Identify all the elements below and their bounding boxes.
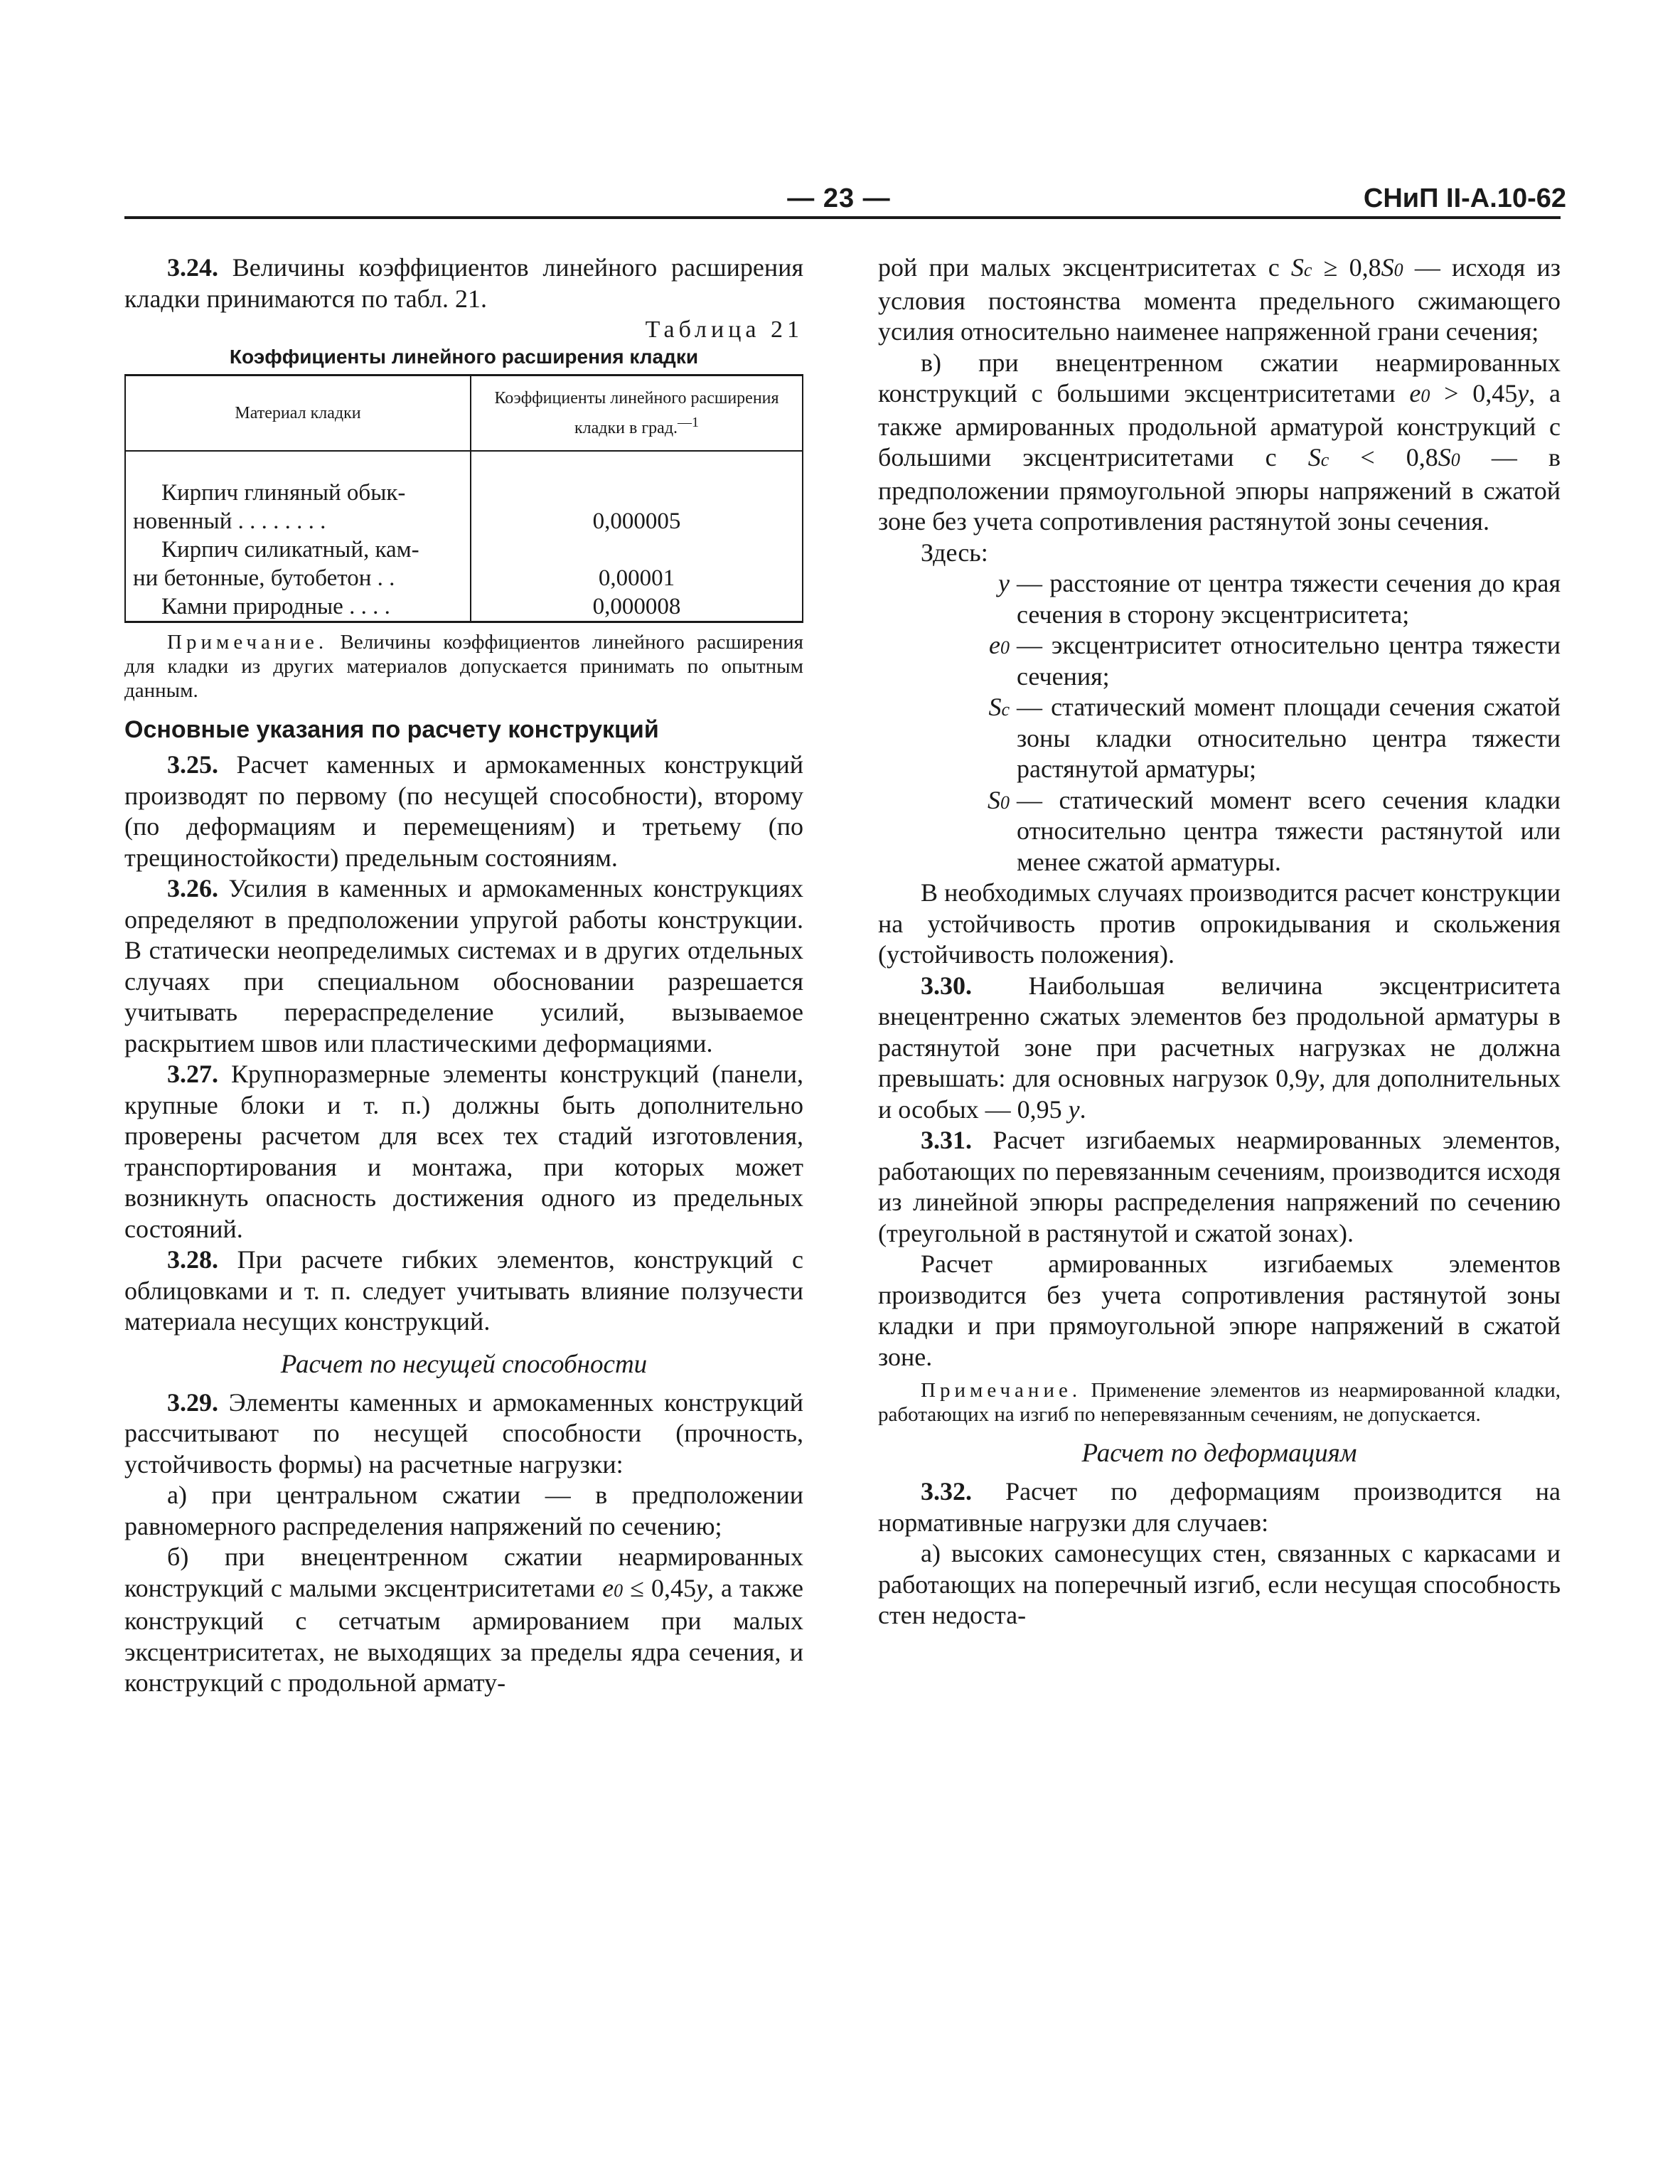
paragraph-text: Крупноразмерные элементы конструкций (панели, крупные блоки и т. п.) должны быть дополнительно проверены расчетом для всех тех стадий изготовления, транспортирования и монтажа, при которых может возникнуть опасность достижения одного из предельных состояний.	[124, 1060, 803, 1243]
paragraph-text: Усилия в каменных и армокаменных конструкциях определяют в предположении упругой работы конструкции. В статически неопределимых системах и в других отдельных случаях при специальном обосновании разрешается учитывать перераспределение усилий, вызываемое раскрытием швов или пластическими деформациями.	[124, 874, 803, 1058]
paragraph-3-30	[878, 971, 1561, 1126]
definition-text: — расстояние от центра тяжести сечения до края сечения в сторону эксцентриситета;	[1017, 569, 1561, 629]
paragraph-stability: В необходимых случаях производится расчет конструкции на устойчивость против опрокидывания и скольжения (устойчивость положения).	[878, 878, 1561, 969]
clause-number: 3.28.	[167, 1245, 218, 1274]
value-cell: 0,000005	[471, 451, 803, 536]
material-line: ни бетонные, бутобетон . .	[133, 565, 395, 591]
definition-symbol: e0	[989, 631, 1010, 659]
paragraph-3-24	[124, 252, 803, 314]
paragraph-item-b-continued	[878, 252, 1561, 348]
symbol-S0: S0	[1381, 253, 1403, 282]
symbol-Sc: Sc	[1307, 443, 1329, 472]
paragraph-3-31	[878, 1125, 1561, 1249]
material-cell	[125, 536, 471, 592]
paragraph-3-32	[878, 1476, 1561, 1538]
symbol-e0: e0	[602, 1573, 624, 1602]
clause-number: 3.32.	[921, 1477, 972, 1506]
note-text: Величины коэффициентов линейного расширения для кладки из других материалов допускается принимать по опытным данным.	[124, 631, 803, 702]
header-superscript: —1	[678, 415, 700, 430]
table-row	[125, 451, 803, 536]
subsection-heading: Расчет по несущей способности	[280, 1349, 648, 1379]
text-fragment: Наибольшая величина эксцентриситета внецентренно сжатых элементов без продольной арматуры в растянутой зоне при расчетных нагрузках не должна превышать: для основных нагрузок 0,9	[878, 971, 1561, 1092]
paragraph-3-25	[124, 750, 803, 873]
clause-number: 3.31.	[921, 1126, 972, 1154]
paragraph-item-b	[124, 1542, 803, 1699]
clause-number: 3.29.	[167, 1387, 218, 1417]
document-code: СНиП II-А.10-62	[1363, 183, 1566, 213]
clause-number: 3.26.	[167, 874, 218, 902]
text-fragment: — в предположении прямоугольной эпюры напряжений в сжатой зоне без учета сопротивления растянутой зоны сечения.	[878, 443, 1561, 536]
definitions-list	[878, 568, 1561, 878]
material-line: Камни природные . . . .	[161, 594, 390, 619]
material-line: Кирпич силикатный, кам-	[161, 537, 419, 563]
definition-item	[878, 785, 1561, 878]
table-title: Коэффициенты линейного расширения кладки	[229, 346, 699, 368]
material-cell	[125, 451, 471, 536]
text-fragment: > 0,45	[1430, 379, 1518, 407]
definition-text: — статический момент площади сечения сжатой зоны кладки относительно центра тяжести растянутой арматуры;	[1017, 693, 1561, 783]
material-line: новенный . . . . . . . .	[133, 508, 326, 534]
clause-number: 3.27.	[167, 1060, 218, 1088]
paragraph-text: При расчете гибких элементов, конструкций с облицовками и т. п. следует учитывать влияние ползучести материала несущих конструкций.	[124, 1245, 803, 1336]
text-fragment: ≥ 0,8	[1312, 253, 1381, 282]
definition-symbol: S0	[988, 785, 1010, 814]
paragraph-item-a2: а) высоких самонесущих стен, связанных с каркасами и работающих на поперечный изгиб, если несущая способность стен недоста-	[878, 1539, 1561, 1629]
text-fragment: рой при малых эксцентриситетах с	[878, 253, 1291, 282]
table-row	[125, 592, 803, 622]
definition-text: — эксцентриситет относительно центра тяжести сечения;	[1017, 631, 1561, 691]
text-fragment: .	[1079, 1094, 1086, 1124]
table-caption: Таблица 21	[645, 316, 803, 343]
definition-symbol: y	[998, 569, 1010, 597]
material-cell	[125, 592, 471, 622]
subsection-heading: Расчет по деформациям	[1081, 1439, 1357, 1468]
material-line: Кирпич глиняный обык-	[161, 480, 406, 506]
header-text: Коэффициенты линейного расширения кладки в град.	[494, 389, 779, 437]
header-rule	[124, 216, 1561, 219]
symbol-y: y	[695, 1573, 707, 1602]
note-text: Применение элементов из неармированной кладки, работающих на изгиб по неперевязанным сечениям, не допускается.	[878, 1379, 1561, 1426]
clause-number: 3.30.	[921, 971, 972, 1000]
value-cell: 0,000008	[471, 592, 803, 622]
symbol-Sc: Sc	[1290, 253, 1312, 282]
paragraph-3-27	[124, 1059, 803, 1245]
definition-item	[878, 568, 1561, 630]
definitions-intro: Здесь:	[921, 538, 988, 567]
paragraph-text: Элементы каменных и армокаменных конструкций рассчитывают по несущей способности (прочность, устойчивость формы) на расчетные нагрузки:	[124, 1387, 803, 1479]
text-fragment: , для дополнительных и особых — 0,95	[878, 1064, 1561, 1124]
paragraph-item-v	[878, 348, 1561, 538]
section-heading: Основные указания по расчету конструкций	[124, 716, 659, 743]
paragraph-3-26	[124, 873, 803, 1059]
note-label: Примечание.	[167, 631, 328, 654]
text-fragment: , а также армированных продольной арматурой конструкций с большими эксцентриситетами с	[878, 379, 1561, 472]
table-row	[125, 536, 803, 592]
table-note	[124, 630, 803, 703]
coefficients-table	[124, 374, 803, 623]
right-column	[878, 252, 1561, 1631]
text-fragment: , а также конструкций с сетчатым армированием при малых эксцентриситетах, не выходящих за пределы ядра сечения, и конструкций с продольной армату-	[124, 1573, 803, 1697]
symbol-e0: e0	[1409, 379, 1430, 407]
text-fragment: < 0,8	[1329, 443, 1438, 472]
paragraph-text: Расчет по деформациям производится на нормативные нагрузки для случаев:	[878, 1477, 1561, 1537]
paragraph-text: Расчет изгибаемых неармированных элементов, работающих по перевязанным сечениям, производится исходя из линейной эпюры распределения напряжений по сечению (треугольной в растянутой и сжатой зонах).	[878, 1126, 1561, 1247]
note-label: Примечание.	[921, 1379, 1082, 1402]
paragraph-3-29	[124, 1387, 803, 1481]
paragraph-text: Величины коэффициентов линейного расширения кладки принимаются по табл. 21.	[124, 253, 803, 313]
symbol-y: y	[1517, 379, 1529, 407]
definition-item	[878, 692, 1561, 785]
text-fragment: в) при внецентренном сжатии неармированных конструкций с большими эксцентриситетами	[878, 348, 1561, 407]
symbol-y: y	[1068, 1094, 1080, 1124]
symbol-y: y	[1307, 1064, 1320, 1092]
symbol-S0: S0	[1438, 443, 1460, 472]
text-fragment: б) при внецентренном сжатии неармированных конструкций с малыми эксцентриситетами	[124, 1543, 803, 1602]
text-fragment: ≤ 0,45	[623, 1573, 696, 1602]
value-cell: 0,00001	[471, 536, 803, 592]
paragraph-3-28	[124, 1245, 803, 1338]
definition-text: — статический момент всего сечения кладки относительно центра тяжести растянутой или менее сжатой арматуры.	[1017, 785, 1561, 876]
left-column	[124, 252, 803, 1699]
text-fragment: — исходя из условия постоянства момента предельного сжимающего усилия относительно наименее напряженной грани сечения;	[878, 253, 1561, 346]
definition-item	[878, 630, 1561, 692]
definition-symbol: Sc	[988, 693, 1010, 721]
page-number: — 23 —	[787, 183, 891, 213]
paragraph-reinforced: Расчет армированных изгибаемых элементов производится без учета сопротивления растянутой зоны кладки и при прямоугольной эпюре напряжений в сжатой зоне.	[878, 1250, 1561, 1371]
clause-number: 3.24.	[167, 253, 218, 282]
table-header-coefficient	[471, 375, 803, 452]
table-header-material: Материал кладки	[125, 375, 471, 452]
paragraph-text: Расчет каменных и армокаменных конструкций производят по первому (по несущей способности), второму (по деформациям и перемещениям) и третьему (по трещиностойкости) предельным состояниям.	[124, 750, 803, 872]
paragraph-item-a: а) при центральном сжатии — в предположении равномерного распределения напряжений по сечению;	[124, 1481, 803, 1540]
clause-number: 3.25.	[167, 750, 218, 779]
section-note	[878, 1378, 1561, 1427]
